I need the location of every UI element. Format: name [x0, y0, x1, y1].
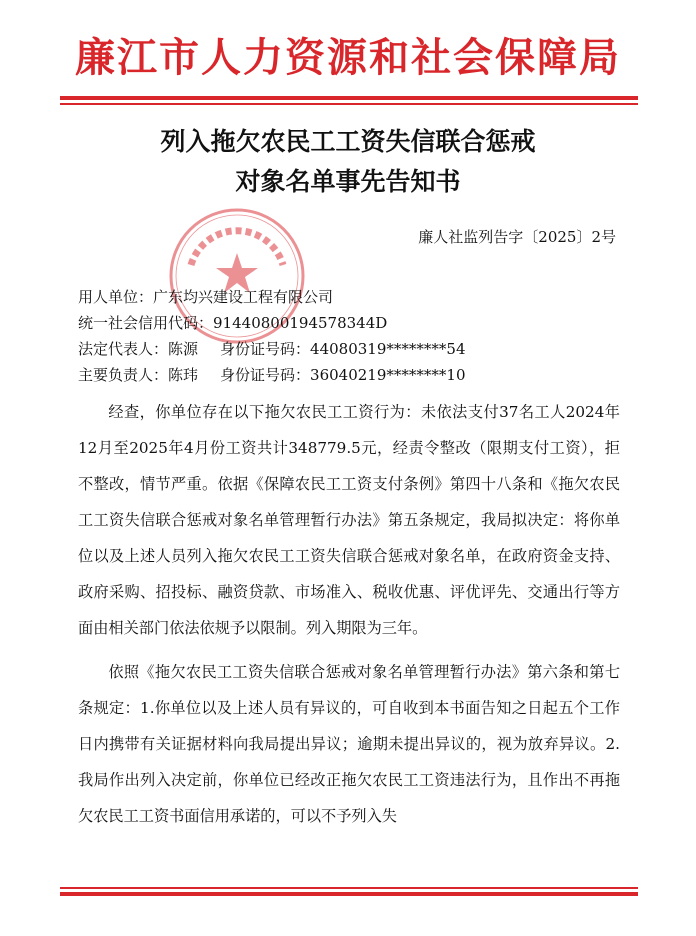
masthead-rule-thin [60, 103, 638, 105]
legal-rep-row [78, 336, 638, 362]
principal-label: 主要负责人： [78, 366, 169, 384]
footer-rule-thick [60, 892, 638, 896]
party-fields [78, 284, 638, 388]
masthead-rule-thick [60, 96, 638, 100]
body-paragraph-2: 依照《拖欠农民工工资失信联合惩戒对象名单管理暂行办法》第六条和第七条规定：1.你单位以及上述人员有异议的，可自收到本书面告知之日起五个工作日内携带有关证据材料向我局提出异议；逾期未提出异议的，视为放弃异议。2.我局作出列入决定前，你单位已经改正拖欠农民工工资违法行为，且作出不再拖欠农民工工资书面信用承诺的，可以不予列入失 [78, 663, 620, 825]
employer-row [78, 284, 638, 310]
employer-label: 用人单位： [78, 288, 154, 306]
legal-rep-id-value: 44080319********54 [310, 340, 466, 358]
credit-code-row [78, 310, 638, 336]
footer-rule-thin [60, 887, 638, 889]
principal-id-value: 36040219********10 [310, 366, 466, 384]
credit-code-value: 91440800194578344D [213, 314, 388, 332]
legal-rep-id-label: 身份证号码： [220, 340, 311, 358]
title-line-2: 对象名单事先告知书 [235, 167, 461, 196]
agency-masthead: 廉江市人力资源和社会保障局 [75, 34, 621, 81]
document-number: 廉人社监列告字〔2025〕2号 [418, 228, 616, 246]
employer-value: 广东均兴建设工程有限公司 [153, 288, 334, 306]
legal-rep-value: 陈源 [168, 340, 199, 358]
title-line-1: 列入拖欠农民工工资失信联合惩戒 [160, 127, 536, 156]
credit-code-label: 统一社会信用代码： [78, 314, 214, 332]
principal-value: 陈玮 [168, 366, 199, 384]
legal-rep-label: 法定代表人： [78, 340, 169, 358]
principal-row [78, 362, 638, 388]
principal-id-label: 身份证号码： [220, 366, 311, 384]
body-paragraph-1: 经查，你单位存在以下拖欠农民工工资行为：未依法支付37名工人2024年12月至2025年4月份工资共计348779.5元，经责令整改（限期支付工资），拒不整改，情节严重。依据《保障农民工工资支付条例》第四十八条和《拖欠农民工工资失信联合惩戒对象名单管理暂行办法》第五条规定，我局拟决定：将你单位以及上述人员列入拖欠农民工工资失信联合惩戒对象名单，在政府资金支持、政府采购、招投标、融资贷款、市场准入、税收优惠、评优评先、交通出行等方面由相关部门依法依规予以限制。列入期限为三年。 [78, 403, 620, 637]
document-title [0, 122, 696, 202]
notice-body [78, 394, 620, 834]
